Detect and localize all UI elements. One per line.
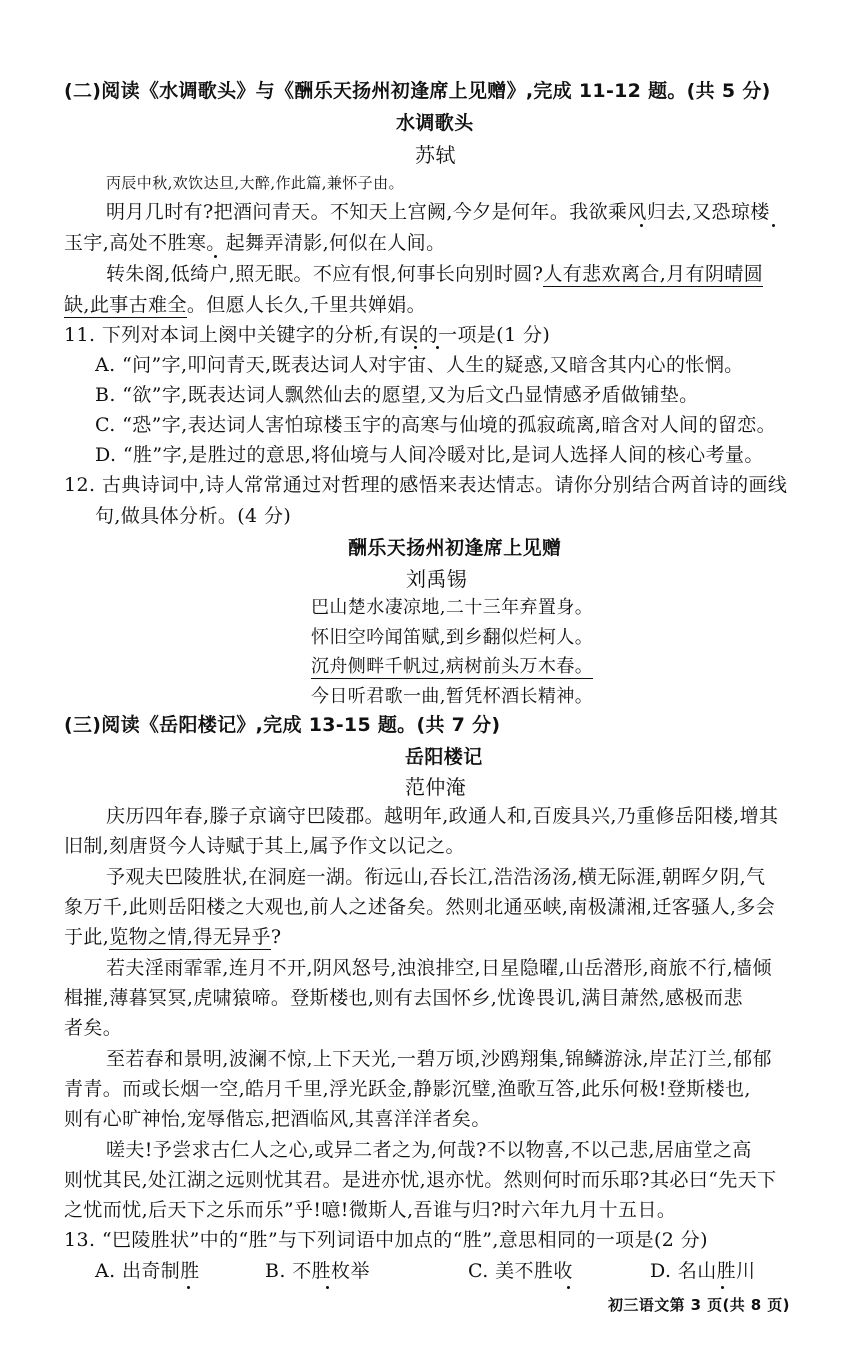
poem2-line-1: 巴山楚水凄凉地,二十三年弃置身。 [311,597,594,618]
poem1-line-4 [64,290,426,320]
section-2-heading: (二)阅读《水调歌头》与《酬乐天扬州初逢席上见赠》,完成 11-12 题。(共 5 分) [64,80,771,102]
essay-p4-line-3: 则有心旷神怡,宠辱偕忘,把酒临风,其喜洋洋者矣。 [64,1108,491,1130]
section-3-heading: (三)阅读《岳阳楼记》,完成 13-15 题。(共 7 分) [64,714,501,736]
emphasis-dot-yu [640,224,643,227]
q11-option-d: D. “胜”字,是胜过的意思,将仙境与人间冷暖对比,是词人选择人间的核心考量。 [95,444,764,466]
poem2-author: 刘禹锡 [406,567,468,591]
poem1-line-3-plain: 转朱阁,低绮户,照无眠。不应有恨,何事长向别时圆? [106,263,544,285]
poem2-line-3 [311,652,593,682]
essay-p1-line-1: 庆历四年春,滕子京谪守巴陵郡。越明年,政通人和,百废具兴,乃重修岳阳楼,增其 [106,805,779,827]
essay-p2-line-1: 予观夫巴陵胜状,在洞庭一湖。衔远山,吞长江,浩浩汤汤,横无际涯,朝晖夕阴,气 [106,866,766,888]
essay-p5-line-1: 嗟夫!予尝求古仁人之心,或异二者之为,何哉?不以物喜,不以己悲,居庙堂之高 [106,1139,752,1161]
poem1-line-3 [106,259,763,289]
essay-title: 岳阳楼记 [405,746,483,768]
emphasis-dot-q13-b [326,1286,329,1289]
poem1-preface: 丙辰中秋,欢饮达旦,大醉,作此篇,兼怀子由。 [106,174,404,192]
q12-line-2: 句,做具体分析。(4 分) [95,505,292,527]
q13-option-a: A. 出奇制胜 [95,1260,200,1282]
q11-option-a: A. “问”字,叩问青天,既表达词人对宇宙、人生的疑惑,又暗含其内心的怅惘。 [95,354,744,376]
essay-p2-line-3-start: 于此, [64,926,110,948]
q13-stem: 13. “巴陵胜状”中的“胜”与下列词语中加点的“胜”,意思相同的一项是(2 分) [64,1229,708,1251]
q11-stem: 11. 下列对本词上阕中关键字的分析,有误的一项是(1 分) [64,324,551,346]
essay-p3-line-2: 楫摧,薄暮冥冥,虎啸猿啼。登斯楼也,则有去国怀乡,忧谗畏讥,满目萧然,感极而悲 [64,987,743,1009]
essay-author: 范仲淹 [405,775,467,799]
emphasis-dot-you [414,346,417,349]
page-footer: 初三语文第 3 页(共 8 页) [608,1296,790,1314]
essay-p3-line-3: 者矣。 [64,1017,123,1039]
essay-p1-line-2: 旧制,刻唐贤今人诗赋于其上,属予作文以记之。 [64,835,465,857]
poem1-underlined-sentence-a: 人有悲欢离合,月有阴晴圆 [543,263,764,285]
poem2-title: 酬乐天扬州初逢席上见赠 [348,537,562,559]
q11-option-b: B. “欲”字,既表达词人飘然仙去的愿望,又为后文凸显情感矛盾做铺垫。 [95,384,699,406]
essay-underlined-sentence: 览物之情,得无异乎 [109,926,271,948]
essay-p4-line-1: 至若春和景明,波澜不惊,上下天光,一碧万顷,沙鸥翔集,锦鳞游泳,岸芷汀兰,郁郁 [106,1048,772,1070]
q13-option-b: B. 不胜枚举 [265,1260,370,1282]
essay-p2-line-2: 象万千,此则岳阳楼之大观也,前人之述备矣。然则北通巫峡,南极潇湘,迁客骚人,多会 [64,896,776,918]
poem2-line-4: 今日听君歌一曲,暂凭杯酒长精神。 [311,686,594,707]
essay-p3-line-1: 若夫淫雨霏霏,连月不开,阴风怒号,浊浪排空,日星隐曜,山岳潜形,商旅不行,樯倾 [106,957,772,979]
emphasis-dot-sheng [214,255,217,258]
emphasis-dot-q13-a [187,1286,190,1289]
poem2-line-2: 怀旧空吟闻笛赋,到乡翻似烂柯人。 [311,627,594,648]
essay-p2-line-3-end: ? [270,926,282,948]
q13-option-d: D. 名山胜川 [650,1260,756,1282]
poem1-line-2: 玉宇,高处不胜寒。起舞弄清影,何似在人间。 [64,232,446,254]
poem1-line-4-plain: 。但愿人长久,千里共婵娟。 [186,294,427,316]
essay-p5-line-3: 之忧而忧,后天下之乐而乐”乎!噫!微斯人,吾谁与归?时六年九月十五日。 [64,1199,677,1221]
poem1-title: 水调歌头 [396,112,474,134]
emphasis-dot-wu [436,346,439,349]
poem2-underlined-line: 沉舟侧畔千帆过,病树前头万木春。 [311,656,594,677]
emphasis-dot-kong [772,224,775,227]
q11-option-c: C. “恐”字,表达词人害怕琼楼玉宇的高寒与仙境的孤寂疏离,暗含对人间的留恋。 [95,414,777,436]
poem1-author: 苏轼 [415,143,456,167]
emphasis-dot-q13-d [721,1286,724,1289]
poem1-underlined-sentence-b: 缺,此事古难全 [64,294,187,316]
essay-p4-line-2: 青青。而或长烟一空,皓月千里,浮光跃金,静影沉璧,渔歌互答,此乐何极!登斯楼也, [64,1078,751,1100]
q12-line-1: 12. 古典诗词中,诗人常常通过对哲理的感悟来表达情志。请你分别结合两首诗的画线 [64,474,788,496]
emphasis-dot-q13-c [567,1286,570,1289]
essay-p5-line-2: 则忧其民,处江湖之远则忧其君。是进亦忧,退亦忧。然则何时而乐耶?其必曰“先天下 [64,1169,777,1191]
poem1-line-1: 明月几时有?把酒问青天。不知天上宫阙,今夕是何年。我欲乘风归去,又恐琼楼 [106,201,770,223]
q13-option-c: C. 美不胜收 [468,1260,573,1282]
essay-p2-line-3 [64,922,281,952]
